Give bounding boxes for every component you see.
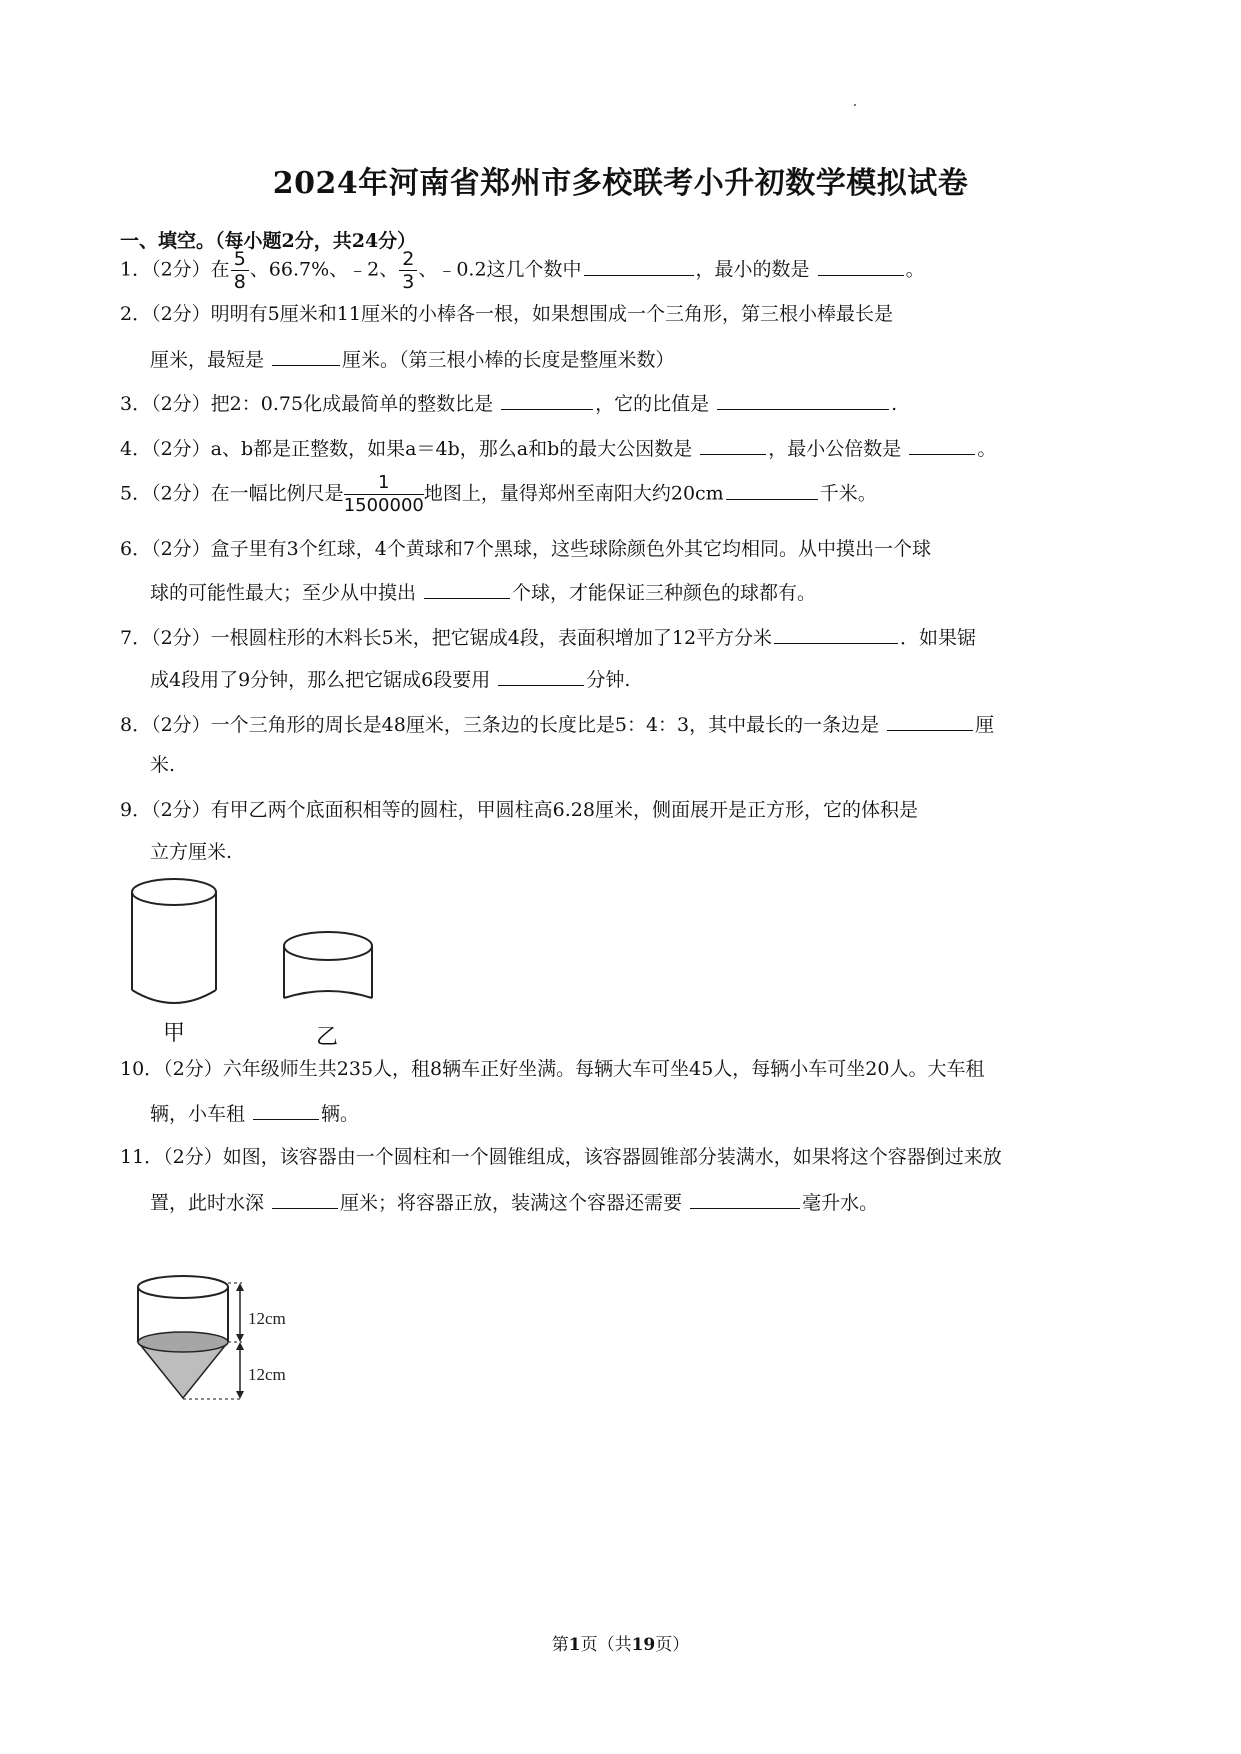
- dimension-label-cylinder: 12cm: [248, 1309, 286, 1328]
- question-2-line1: 2．（2分）明明有5厘米和11厘米的小棒各一根，如果想围成一个三角形，第三根小棒最长是: [120, 303, 893, 325]
- page-number: 1: [568, 1635, 581, 1655]
- fraction-2-3: $\frac{2}{3}$: [399, 248, 417, 293]
- cylinder-a-bottom: [132, 990, 216, 1003]
- arrow-down: [236, 1334, 244, 1342]
- answer-blank[interactable]: [584, 257, 694, 276]
- answer-blank[interactable]: [774, 625, 898, 644]
- container-figure: [130, 1270, 330, 1410]
- question-2-line2: 厘米，最短是 厘米。（第三根小棒的长度是整厘米数）: [150, 349, 675, 371]
- cylinder-b-bottom: [284, 991, 372, 998]
- answer-blank[interactable]: [700, 436, 766, 455]
- page-footer: 第1页（共19页）: [551, 1635, 690, 1655]
- answer-blank[interactable]: [253, 1101, 319, 1120]
- cylinder-a-label: 甲: [163, 1021, 186, 1046]
- page-total: 19: [631, 1635, 656, 1655]
- question-4: 4．（2分）a、b都是正整数，如果a＝4b，那么a和b的最大公因数是 ，最小公倍数是 。: [120, 438, 997, 460]
- answer-blank[interactable]: [818, 257, 904, 276]
- question-5: 5．（2分）在一幅比例尺是 $\frac{1}{1500000}$ 地图上，量得郑州至南阳大约20cm 千米。: [120, 472, 877, 516]
- question-3: 3．（2分）把2：0.75化成最简单的整数比是 ，它的比值是 .: [120, 393, 898, 415]
- answer-blank[interactable]: [424, 580, 510, 599]
- question-1: 1．（2分）在 $\frac{5}{8}$ 、66.7%、﹣2、 $\frac{2}{3}$ 、﹣0.2这几个数中 ，最小的数是 。: [120, 248, 925, 293]
- cylinder-b-top: [284, 932, 372, 960]
- question-6-line1: 6．（2分）盒子里有3个红球，4个黄球和7个黑球，这些球除颜色外其它均相同。从中摸出一个球: [120, 538, 931, 560]
- water-surface: [138, 1332, 228, 1352]
- cylinder-b-label: 乙: [316, 1025, 339, 1050]
- question-11-line2: 置，此时水深 厘米；将容器正放，装满这个容器还需要 毫升水。: [150, 1192, 879, 1214]
- page-title: 2024年河南省郑州市多校联考小升初数学模拟试卷: [272, 166, 969, 201]
- answer-blank[interactable]: [909, 436, 975, 455]
- cylinder-a-top: [132, 879, 216, 905]
- container-top-rim: [138, 1276, 228, 1298]
- answer-blank[interactable]: [498, 667, 584, 686]
- answer-blank[interactable]: [717, 391, 889, 410]
- fraction-5-8: $\frac{5}{8}$: [231, 248, 249, 293]
- question-7-line2: 成4段用了9分钟，那么把它锯成6段要用 分钟.: [150, 669, 631, 691]
- question-9-line1: 9．（2分）有甲乙两个底面积相等的圆柱，甲圆柱高6.28厘米，侧面展开是正方形，它的体积是: [120, 799, 918, 821]
- question-8-line1: 8．（2分）一个三角形的周长是48厘米，三条边的长度比是5：4：3，其中最长的一条边是 厘: [120, 714, 995, 736]
- question-10-line2: 辆，小车租 辆。: [150, 1103, 360, 1125]
- question-6-line2: 球的可能性最大；至少从中摸出 个球，才能保证三种颜色的球都有。: [150, 582, 817, 604]
- section-heading: 一、填空。（每小题2分，共24分）: [120, 230, 417, 252]
- scale-fraction: $\frac{1}{1500000}$: [343, 472, 424, 516]
- arrow-up: [236, 1342, 244, 1350]
- question-9-line2: 立方厘米.: [150, 841, 233, 863]
- scan-speck: [854, 104, 856, 106]
- arrow-down: [236, 1391, 244, 1399]
- dimension-label-cone: 12cm: [248, 1365, 286, 1384]
- arrow-up: [236, 1283, 244, 1291]
- answer-blank[interactable]: [272, 347, 340, 366]
- answer-blank[interactable]: [887, 712, 973, 731]
- answer-blank[interactable]: [726, 481, 818, 500]
- answer-blank[interactable]: [272, 1190, 338, 1209]
- question-8-line2: 米.: [150, 754, 176, 776]
- answer-blank[interactable]: [501, 391, 593, 410]
- question-7-line1: 7．（2分）一根圆柱形的木料长5米，把它锯成4段，表面积增加了12平方分米 ．如果锯: [120, 627, 977, 649]
- answer-blank[interactable]: [690, 1190, 800, 1209]
- question-10-line1: 10．（2分）六年级师生共235人，租8辆车正好坐满。每辆大车可坐45人，每辆小车可坐20人。大车租: [120, 1058, 985, 1080]
- question-11-line1: 11．（2分）如图，该容器由一个圆柱和一个圆锥组成，该容器圆锥部分装满水，如果将这个容器倒过来放: [120, 1146, 1002, 1168]
